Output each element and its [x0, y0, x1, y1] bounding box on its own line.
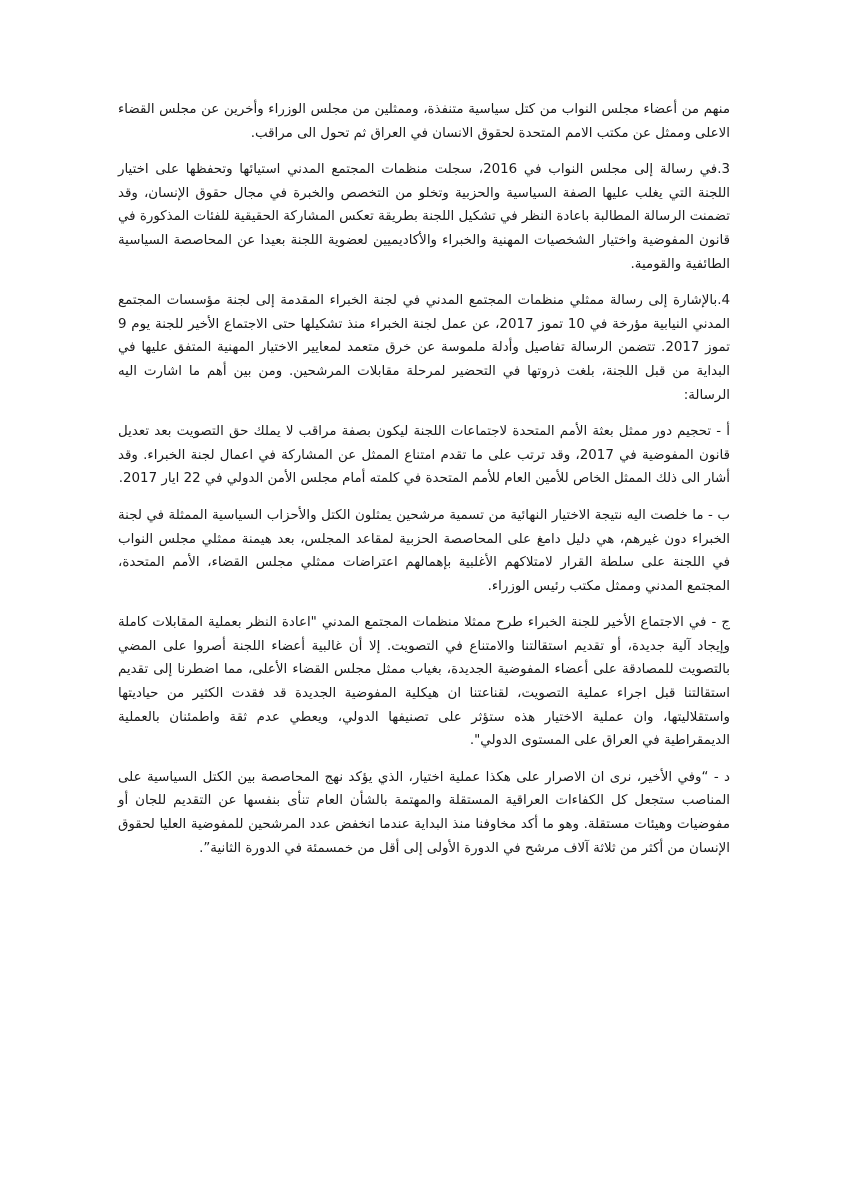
- subpoint-c: ج - في الاجتماع الأخير للجنة الخبراء طرح ممثلا منظمات المجتمع المدني "اعادة النظر بعملية المقابلات كاملة وإيجاد آلية جديدة، أو تقديم استقالتنا والامتناع في التصويت. إلا أن غالبية أعضاء اللجنة أصروا على المضي بالتصويت للمصادقة على أعضاء المفوضية الجديدة، بغياب ممثل مجلس القضاء الأعلى، مما اضطرنا إلى تقديم استقالتنا قبل اجراء عملية التصويت، لقناعتنا ان هيكلية المفوضية الجديدة قد فقدت الكثير من حياديتها واستقلاليتها، وان عملية الاختيار هذه ستؤثر على تصنيفها الدولي، ويعطي عدم ثقة واطمئنان بالعملية الديمقراطية في العراق على المستوى الدولي".: [118, 615, 730, 749]
- paragraph-point-3: 3.في رسالة إلى مجلس النواب في 2016، سجلت منظمات المجتمع المدني استيائها وتحفظها على اختيار اللجنة التي يغلب عليها الصفة السياسية والحزبية وتخلو من التخصص والخبرة في مجال حقوق الإنسان، وقد تضمنت الرسالة المطالبة باعادة النظر في تشكيل اللجنة بطريقة تعكس المشاركة الحقيقية للفئات المذكورة في قانون المفوضية واختيار الشخصيات المهنية والخبراء والأكاديميين لعضوية اللجنة بعيدا عن المحاصصة السياسية الطائفية والقومية.: [118, 162, 730, 272]
- paragraph-point-4: 4.بالإشارة إلى رسالة ممثلي منظمات المجتمع المدني في لجنة الخبراء المقدمة إلى لجنة مؤسسات المجتمع المدني النيابية مؤرخة في 10 تموز 2017، عن عمل لجنة الخبراء منذ تشكيلها حتى الاجتماع الأخير للجنة يوم 9 تموز 2017. تتضمن الرسالة تفاصيل وأدلة ملموسة عن خرق متعمد لمعايير الاختيار المهنية المتفق عليها في البداية من قبل اللجنة، بلغت ذروتها في التحضير لمرحلة مقابلات المرشحين. ومن بين أهم ما اشارت اليه الرسالة:: [118, 293, 730, 403]
- subpoint-d: د - “وفي الأخير، نرى ان الاصرار على هكذا عملية اختيار، الذي يؤكد نهج المحاصصة بين الكتل السياسية على المناصب ستجعل كل الكفاءات العراقية المستقلة والمهتمة بالشأن العام تنأى بنفسها عن التقديم للجان أو مفوضيات وهيئات مستقلة. وهو ما أكد مخاوفنا منذ البداية عندما انخفض عدد المرشحين للمفوضية العليا لحقوق الإنسان من أكثر من ثلاثة آلاف مرشح في الدورة الأولى إلى أقل من خمسمئة في الدورة الثانية”.: [118, 769, 730, 856]
- subpoint-a: أ - تحجيم دور ممثل بعثة الأمم المتحدة لاجتماعات اللجنة ليكون بصفة مراقب لا يملك حق التصويت بعد تعديل قانون المفوضية في 2017، وقد ترتب على ما تقدم امتناع الممثل عن المشاركة في اعمال لجنة الخبراء. وقد أشار الى ذلك الممثل الخاص للأمين العام للأمم المتحدة في كلمته أمام مجلس الأمن الدولي في 22 ايار 2017.: [118, 424, 731, 487]
- document-page: [118, 98, 730, 873]
- paragraph-intro: منهم من أعضاء مجلس النواب من كتل سياسية متنفذة، وممثلين من مجلس الوزراء وأخرين عن مجلس القضاء الاعلى وممثل عن مكتب الامم المتحدة لحقوق الانسان في العراق ثم تحول الى مراقب.: [118, 102, 730, 141]
- subpoint-b: ب - ما خلصت اليه نتيجة الاختيار النهائية من تسمية مرشحين يمثلون الكتل والأحزاب السياسية الممثلة في لجنة الخبراء دون غيرهم، هي دليل دامغ على المحاصصة الحزبية لمقاعد المجلس، بعد هيمنة ممثلي مجلس النواب في اللجنة على سلطة القرار لامتلاكهم الأغلبية بإهمالهم اعتراضات ممثلي مجلس القضاء، الأمم المتحدة، المجتمع المدني وممثل مكتب رئيس الوزراء.: [118, 507, 730, 594]
